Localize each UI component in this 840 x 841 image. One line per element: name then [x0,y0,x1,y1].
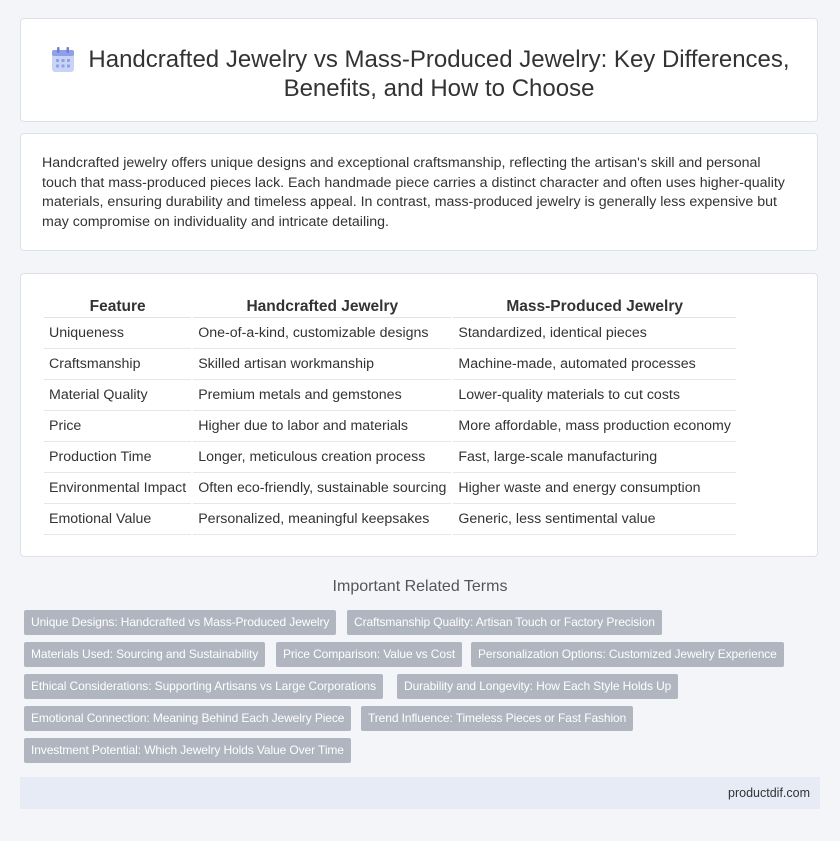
table-cell-handcrafted: Premium metals and gemstones [193,380,451,411]
table-row [44,504,736,535]
related-term-tag[interactable]: Investment Potential: Which Jewelry Holds Value Over Time [24,738,351,763]
footer [20,777,820,809]
related-term-tag[interactable]: Price Comparison: Value vs Cost [276,642,462,667]
table-row [44,380,736,411]
column-header-mass-produced: Mass-Produced Jewelry [453,294,736,318]
related-term-tag[interactable]: Personalization Options: Customized Jewelry Experience [471,642,784,667]
related-term-tag[interactable]: Trend Influence: Timeless Pieces or Fast Fashion [361,706,633,731]
table-cell-mass-produced: More affordable, mass production economy [453,411,736,442]
table-cell-handcrafted: Longer, meticulous creation process [193,442,451,473]
table-row [44,411,736,442]
intro-card [20,133,818,251]
related-term-tag[interactable]: Ethical Considerations: Supporting Artisans vs Large Corporations [24,674,383,699]
table-cell-mass-produced: Fast, large-scale manufacturing [453,442,736,473]
table-cell-handcrafted: Skilled artisan workmanship [193,349,451,380]
table-row [44,349,736,380]
intro-paragraph: Handcrafted jewelry offers unique designs and exceptional craftsmanship, reflecting the artisan's skill and personal touch that mass-produced pieces lack. Each handmade piece carries a distinct character and often uses higher-quality materials, ensuring durability and timeless appeal. In contrast, mass-produced jewelry is generally less expensive but may compromise on individuality and intricate detailing. [42,155,785,230]
related-term-tag[interactable]: Durability and Longevity: How Each Style Holds Up [397,674,678,699]
related-term-tag[interactable]: Emotional Connection: Meaning Behind Each Jewelry Piece [24,706,351,731]
footer-site-link[interactable]: productdif.com [728,786,810,800]
table-cell-feature: Emotional Value [44,504,191,535]
table-header-row [44,294,736,318]
table-cell-mass-produced: Lower-quality materials to cut costs [453,380,736,411]
table-cell-feature: Craftsmanship [44,349,191,380]
table-cell-feature: Uniqueness [44,318,191,349]
table-cell-mass-produced: Machine-made, automated processes [453,349,736,380]
table-cell-feature: Environmental Impact [44,473,191,504]
table-cell-mass-produced: Higher waste and energy consumption [453,473,736,504]
table-row [44,318,736,349]
column-header-handcrafted: Handcrafted Jewelry [193,294,451,318]
comparison-card [20,273,818,557]
table-cell-mass-produced: Generic, less sentimental value [453,504,736,535]
column-header-feature: Feature [44,294,191,318]
related-term-tag[interactable]: Materials Used: Sourcing and Sustainability [24,642,265,667]
related-term-tag[interactable]: Unique Designs: Handcrafted vs Mass-Produced Jewelry [24,610,336,635]
table-cell-mass-produced: Standardized, identical pieces [453,318,736,349]
table-row [44,473,736,504]
table-cell-feature: Material Quality [44,380,191,411]
table-cell-feature: Production Time [44,442,191,473]
comparison-table [42,294,738,535]
table-cell-handcrafted: Personalized, meaningful keepsakes [193,504,451,535]
table-cell-handcrafted: One-of-a-kind, customizable designs [193,318,451,349]
page-title: Handcrafted Jewelry vs Mass-Produced Jewelry: Key Differences, Benefits, and How to Choose [88,46,790,102]
calendar-icon [51,47,75,73]
table-row [44,442,736,473]
related-terms-title: Important Related Terms [332,578,508,595]
table-cell-handcrafted: Often eco-friendly, sustainable sourcing [193,473,451,504]
table-cell-feature: Price [44,411,191,442]
related-term-tag[interactable]: Craftsmanship Quality: Artisan Touch or Factory Precision [347,610,662,635]
header-card [20,18,818,122]
table-cell-handcrafted: Higher due to labor and materials [193,411,451,442]
